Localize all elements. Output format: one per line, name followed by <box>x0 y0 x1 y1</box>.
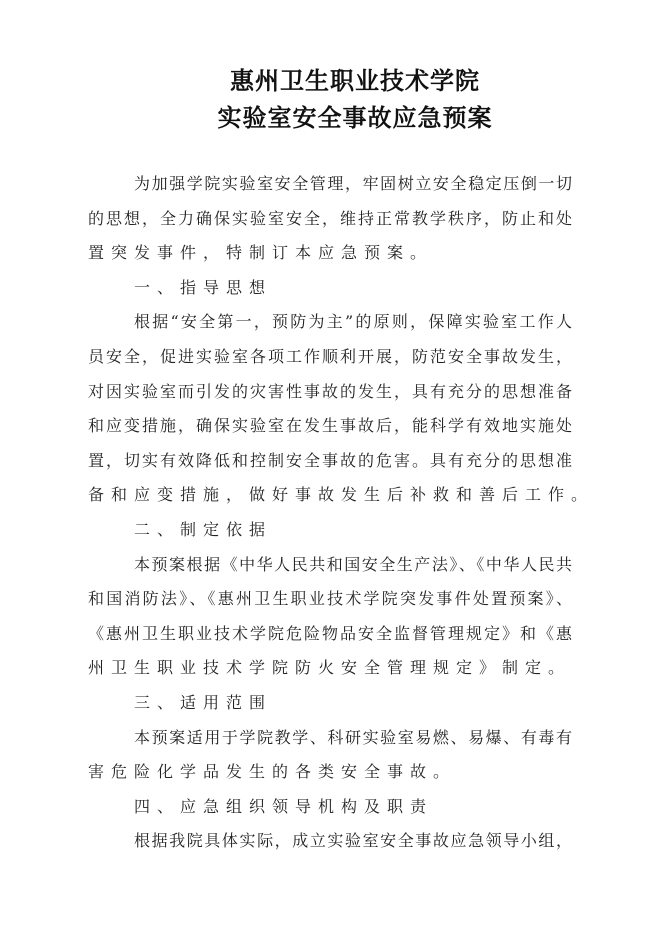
text-line: 备和应变措施，做好事故发生后补救和善后工作。 <box>88 485 595 505</box>
text-line: 《惠州卫生职业技术学院危险物品安全监督管理规定》和《惠 <box>88 623 572 643</box>
text-line: 置突发事件，特制订本应急预案。 <box>88 243 434 263</box>
text-line: 二、制定依据 <box>134 519 273 539</box>
text-line: 对因实验室而引发的灾害性事故的发生，具有充分的思想准备 <box>88 381 572 401</box>
text-line: 和国消防法》、《惠州卫生职业技术学院突发事件处置预案》、 <box>88 589 572 609</box>
document-title-line-2: 实验室安全事故应急预案 <box>217 103 493 132</box>
text-line: 害危险化学品发生的各类安全事故。 <box>88 762 457 782</box>
text-line: 员安全，促进实验室各项工作顺利开展，防范安全事故发生， <box>88 346 572 366</box>
text-line: 本预案适用于学院教学、科研实验室易燃、易爆、有毒有 <box>134 727 572 747</box>
text-line: 和应变措施，确保实验室在发生事故后，能科学有效地实施处 <box>88 416 572 436</box>
document-body <box>88 167 595 859</box>
text-line: 三、适用范围 <box>134 692 273 712</box>
text-line: 州卫生职业技术学院防火安全管理规定》制定。 <box>88 658 572 678</box>
text-line: 四、应急组织领导机构及职责 <box>134 796 434 816</box>
text-line: 根据“安全第一，预防为主”的原则，保障实验室工作人 <box>134 312 572 332</box>
text-line: 本预案根据《中华人民共和国安全生产法》、《中华人民共 <box>134 554 572 574</box>
text-line: 根据我院具体实际，成立实验室安全事故应急领导小组， <box>134 831 572 851</box>
document-title-line-1: 惠州卫生职业技术学院 <box>230 66 480 95</box>
text-line: 为加强学院实验室安全管理，牢固树立安全稳定压倒一切 <box>134 174 572 193</box>
text-line: 一、指导思想 <box>134 277 273 297</box>
text-line: 置，切实有效降低和控制安全事故的危害。具有充分的思想准 <box>88 450 572 470</box>
text-line: 的思想，全力确保实验室安全，维持正常教学秩序，防止和处 <box>88 208 572 228</box>
